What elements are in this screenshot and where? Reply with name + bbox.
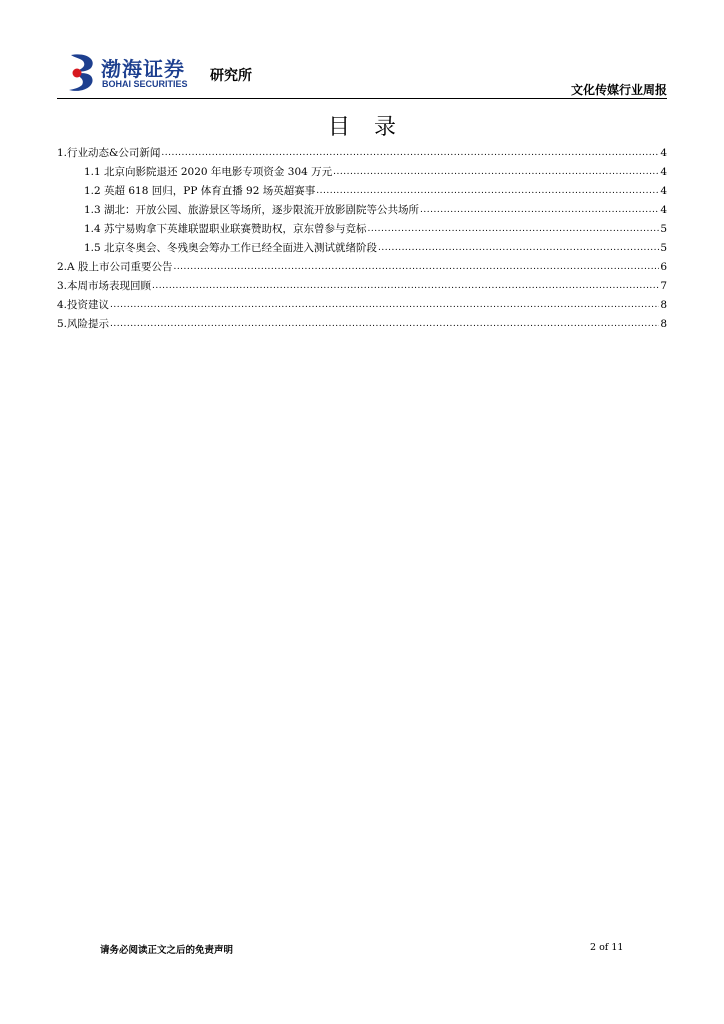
toc-entry[interactable] <box>57 221 667 240</box>
toc-entry-title: 2.A 股上市公司重要公告 <box>57 261 173 273</box>
toc-dot-leader <box>110 317 659 327</box>
toc-entry-page: 8 <box>660 318 667 330</box>
toc-entry-page: 5 <box>660 223 667 235</box>
toc-entry[interactable] <box>57 259 667 278</box>
toc-dot-leader <box>173 260 659 270</box>
toc-dot-leader <box>333 165 659 175</box>
footer-page-number: 2 of 11 <box>590 942 624 953</box>
toc-entry-title: 1.2 英超 618 回归，PP 体育直播 92 场英超赛事 <box>84 185 316 197</box>
report-type: 文化传媒行业周报 <box>570 83 667 97</box>
toc-entry-title: 3.本周市场表现回顾 <box>57 280 152 292</box>
toc-entry-title: 1.5 北京冬奥会、冬残奥会筹办工作已经全面进入测试就绪阶段 <box>84 242 378 254</box>
toc-entry-page: 5 <box>660 242 667 254</box>
header-divider <box>57 98 667 99</box>
toc-entry-title: 1.1 北京向影院退还 2020 年电影专项资金 304 万元 <box>84 166 333 178</box>
toc-entry-page: 6 <box>660 261 667 273</box>
toc-entry-page: 4 <box>660 185 667 197</box>
toc-entry-page: 4 <box>660 147 667 159</box>
footer-disclaimer: 请务必阅读正文之后的免责声明 <box>100 945 234 956</box>
toc-dot-leader <box>316 184 659 194</box>
toc-dot-leader <box>378 241 659 251</box>
toc-entry[interactable] <box>57 202 667 221</box>
toc-entry[interactable] <box>57 240 667 259</box>
toc-dot-leader <box>368 222 660 232</box>
toc-entry-page: 4 <box>660 204 667 216</box>
toc-entry[interactable] <box>57 164 667 183</box>
toc-entry-title: 1.4 苏宁易购拿下英雄联盟职业联赛赞助权，京东曾参与竞标 <box>84 223 367 235</box>
toc-entry-page: 7 <box>660 280 667 292</box>
toc-entry-title: 4.投资建议 <box>57 299 110 311</box>
toc-entry[interactable] <box>57 145 667 164</box>
toc-entry-title: 1.3 湖北：开放公园、旅游景区等场所，逐步限流开放影剧院等公共场所 <box>84 204 420 216</box>
bohai-emblem-icon <box>67 52 97 94</box>
toc-entry[interactable] <box>57 316 667 335</box>
toc-dot-leader <box>420 203 659 213</box>
toc-title: 目录 <box>327 115 420 140</box>
toc-entry-page: 4 <box>660 166 667 178</box>
toc-entry-page: 8 <box>660 299 667 311</box>
toc-dot-leader <box>152 279 659 289</box>
logo-chinese-name: 渤海证券 <box>101 57 185 81</box>
page-header <box>57 50 667 100</box>
toc-entry-title: 5.风险提示 <box>57 318 110 330</box>
toc-entry[interactable] <box>57 183 667 202</box>
bohai-securities-logo <box>67 52 257 96</box>
toc-entry-title: 1.行业动态&公司新闻 <box>57 147 161 159</box>
toc-entry[interactable] <box>57 278 667 297</box>
toc-entry[interactable] <box>57 297 667 316</box>
toc-dot-leader <box>110 298 659 308</box>
institute-label: 研究所 <box>210 68 252 84</box>
table-of-contents <box>57 145 667 335</box>
logo-english-name: BOHAI SECURITIES <box>102 79 188 89</box>
toc-dot-leader <box>161 146 659 156</box>
